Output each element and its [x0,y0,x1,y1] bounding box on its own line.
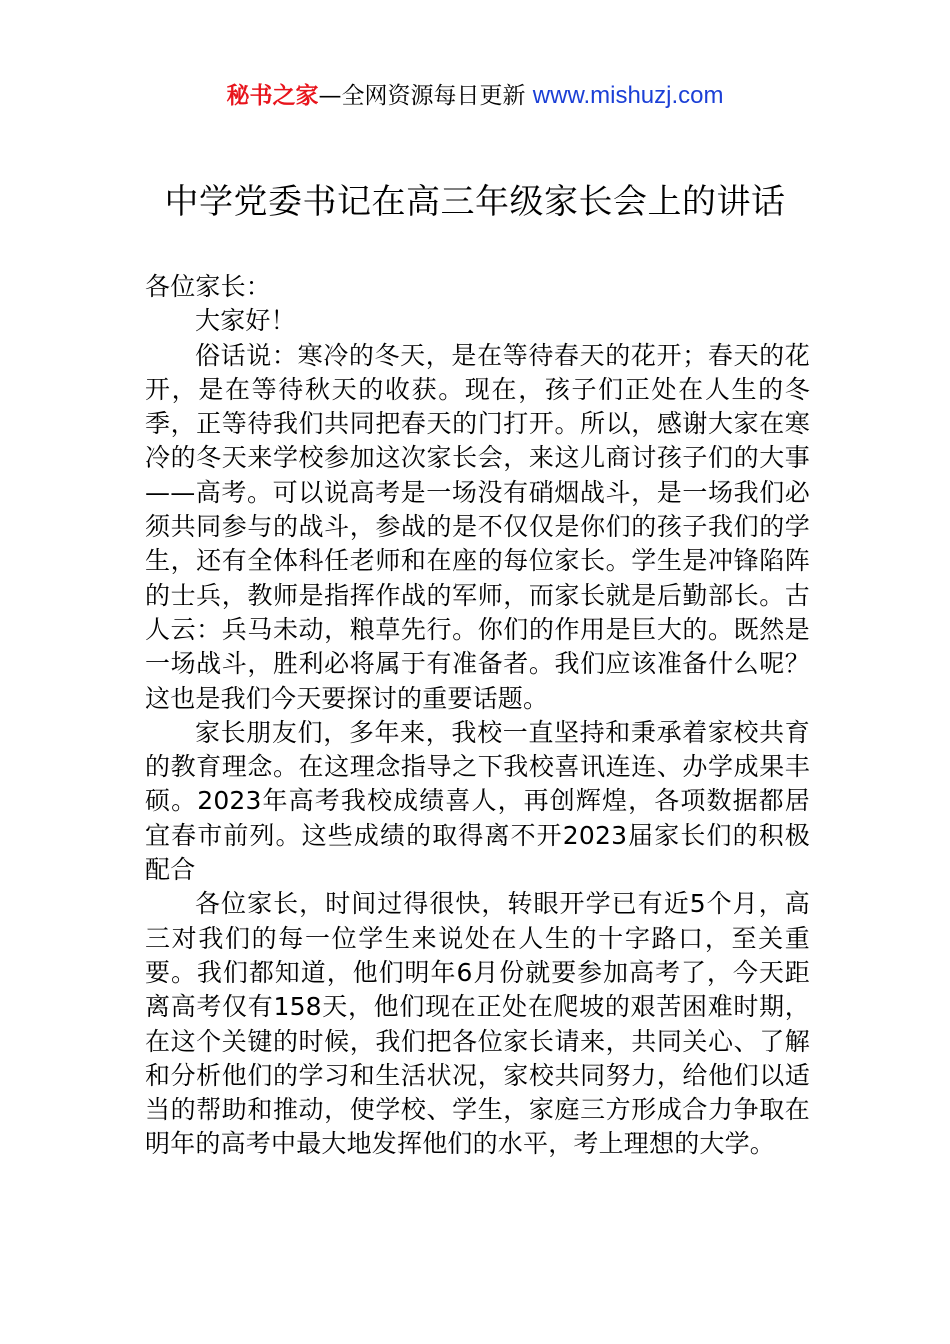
document-body [145,270,810,1162]
document-title: 中学党委书记在高三年级家长会上的讲话 [164,182,786,222]
brand-name: 秘书之家 [226,83,319,109]
paragraph-greeting: 大家好！ [195,306,296,336]
salutation: 各位家长： [145,272,272,301]
paragraph-achievements: 家长朋友们，多年来，我校一直坚持和秉承着家校共育的教育理念。在这理念指导之下我校喜讯连连、办学成果丰硕。2023年高考我校成绩喜人，再创辉煌，各项数据都居宜春市前列。这些成绩的取得离不开2023届家长们的积极配合 [145,717,810,885]
site-url-link[interactable]: www.mishuzj.com [532,82,724,109]
page-header [0,80,950,112]
header-tagline: —全网资源每日更新 [318,83,533,109]
paragraph-purpose: 各位家长，时间过得很快，转眼开学已有近5个月，高三对我们的每一位学生来说处在人生的十字路口，至关重要。我们都知道，他们明年6月份就要参加高考了，今天距离高考仅有158天，他们现在正处在爬坡的艰苦困难时期，在这个关键的时候，我们把各位家长请来，共同关心、了解和分析他们的学习和生活状况，家校共同努力，给他们以适当的帮助和推动，使学校、学生，家庭三方形成合力争取在明年的高考中最大地发挥他们的水平，考上理想的大学。 [145,889,810,1159]
paragraph-opening: 俗话说：寒冷的冬天，是在等待春天的花开；春天的花开，是在等待秋天的收获。现在，孩子们正处在人生的冬季，正等待我们共同把春天的门打开。所以，感谢大家在寒冷的冬天来学校参加这次家长会，来这儿商讨孩子们的大事——高考。可以说高考是一场没有硝烟战斗，是一场我们必须共同参与的战斗，参战的是不仅仅是你们的孩子我们的学生，还有全体科任老师和在座的每位家长。学生是冲锋陷阵的士兵，教师是指挥作战的军师，而家长就是后勤部长。古人云：兵马未动，粮草先行。你们的作用是巨大的。既然是一场战斗，胜利必将属于有准备者。我们应该准备什么呢？这也是我们今天要探讨的重要话题。 [145,340,810,713]
